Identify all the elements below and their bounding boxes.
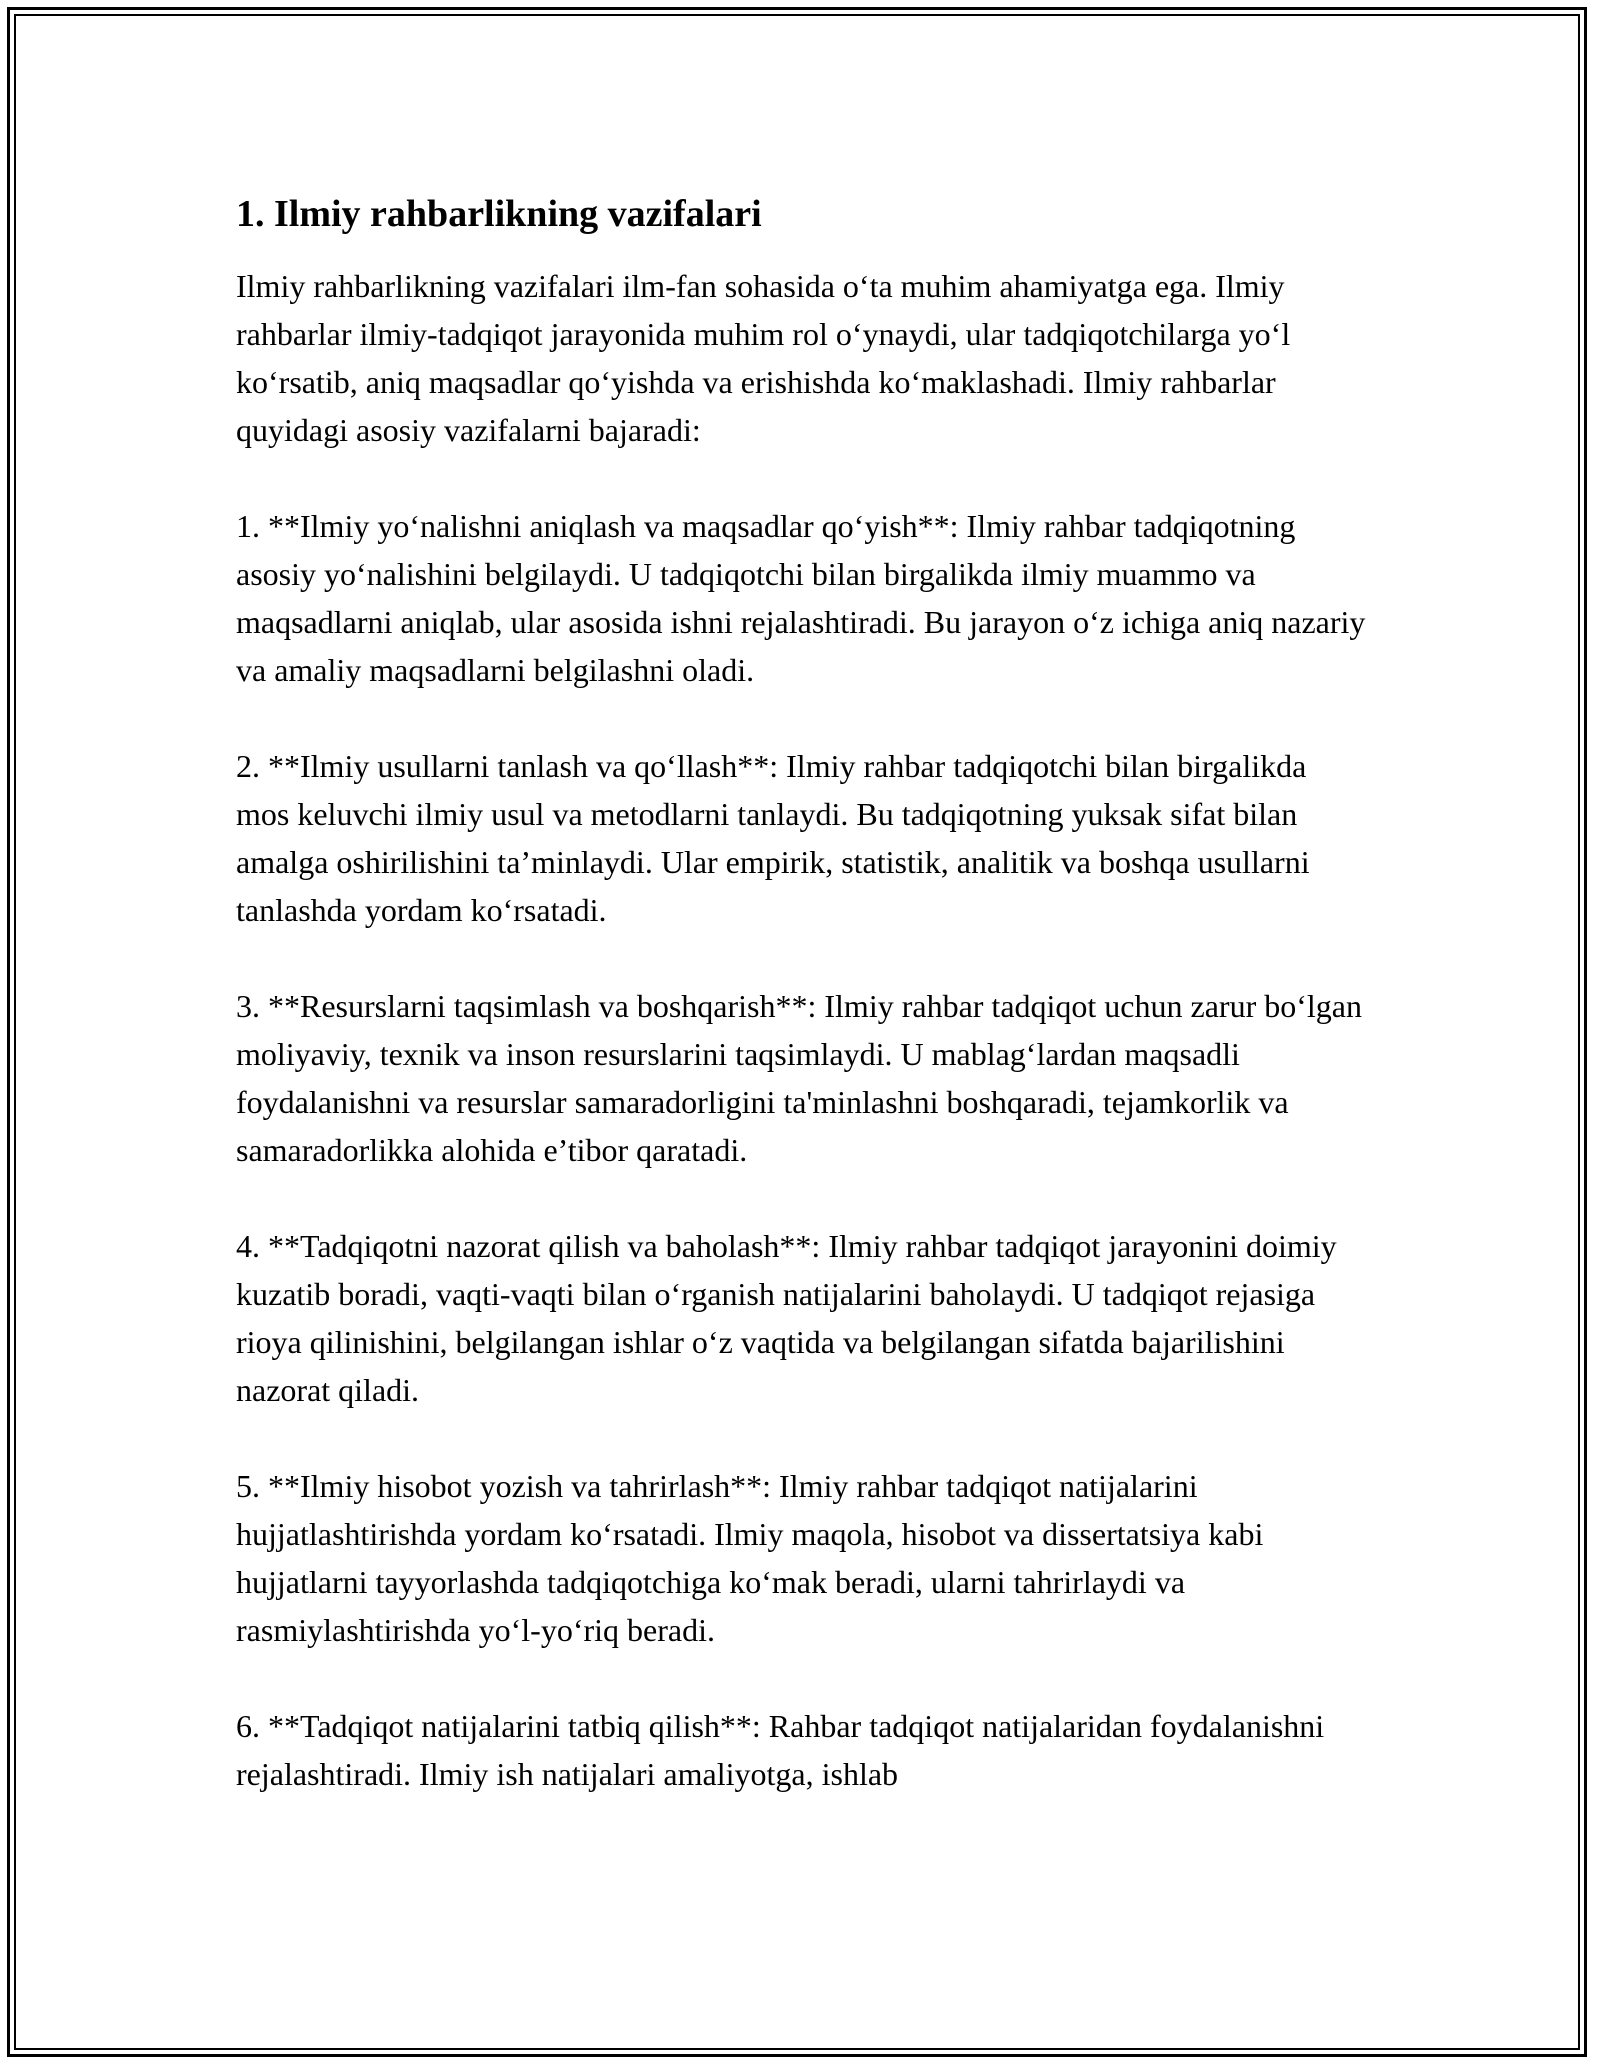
list-item-6-paragraph: 6. **Tadqiqot natijalarini tatbiq qilish**: Rahbar tadqiqot natijalaridan foydalanishni rejalashtiradi. Ilmiy ish natijalari amaliyotga, ishlab: [236, 1708, 1325, 1792]
list-item-4-paragraph: 4. **Tadqiqotni nazorat qilish va baholash**: Ilmiy rahbar tadqiqot jarayonini doimiy kuzatib boradi, vaqti-vaqti bilan o‘rganish natijalarini baholaydi. U tadqiqot rejasiga rioya qilinishini, belgilangan ishlar o‘z vaqtida va belgilangan sifatda bajarilishini nazorat qiladi.: [236, 1228, 1337, 1408]
document-body: [236, 186, 1366, 1846]
list-item-2-paragraph: 2. **Ilmiy usullarni tanlash va qo‘llash**: Ilmiy rahbar tadqiqotchi bilan birgalikda mos keluvchi ilmiy usul va metodlarni tanlaydi. Bu tadqiqotning yuksak sifat bilan amalga oshirilishini ta’minlaydi. Ular empirik, statistik, analitik va boshqa usullarni tanlashda yordam ko‘rsatadi.: [236, 748, 1310, 928]
section-heading: 1. Ilmiy rahbarlikning vazifalari: [236, 193, 762, 235]
list-item-1-paragraph: 1. **Ilmiy yo‘nalishni aniqlash va maqsadlar qo‘yish**: Ilmiy rahbar tadqiqotning asosiy yo‘nalishini belgilaydi. U tadqiqotchi bilan birgalikda ilmiy muammo va maqsadlarni aniqlab, ular asosida ishni rejalashtiradi. Bu jarayon o‘z ichiga aniq nazariy va amaliy maqsadlarni belgilashni oladi.: [236, 508, 1366, 688]
list-item-3-paragraph: 3. **Resurslarni taqsimlash va boshqarish**: Ilmiy rahbar tadqiqot uchun zarur bo‘lgan moliyaviy, texnik va inson resurslarini taqsimlaydi. U mablag‘lardan maqsadli foydalanishni va resurslar samaradorligini ta'minlashni boshqaradi, tejamkorlik va samaradorlikka alohida e’tibor qaratadi.: [236, 988, 1362, 1168]
list-item-5-paragraph: 5. **Ilmiy hisobot yozish va tahrirlash**: Ilmiy rahbar tadqiqot natijalarini hujjatlashtirishda yordam ko‘rsatadi. Ilmiy maqola, hisobot va dissertatsiya kabi hujjatlarni tayyorlashda tadqiqotchiga ko‘mak beradi, ularni tahrirlaydi va rasmiylashtirishda yo‘l-yo‘riq beradi.: [236, 1468, 1264, 1648]
intro-paragraph: Ilmiy rahbarlikning vazifalari ilm-fan sohasida o‘ta muhim ahamiyatga ega. Ilmiy rahbarlar ilmiy-tadqiqot jarayonida muhim rol o‘ynaydi, ular tadqiqotchilarga yo‘l ko‘rsatib, aniq maqsadlar qo‘yishda va erishishda ko‘maklashadi. Ilmiy rahbarlar quyidagi asosiy vazifalarni bajaradi:: [236, 268, 1291, 448]
